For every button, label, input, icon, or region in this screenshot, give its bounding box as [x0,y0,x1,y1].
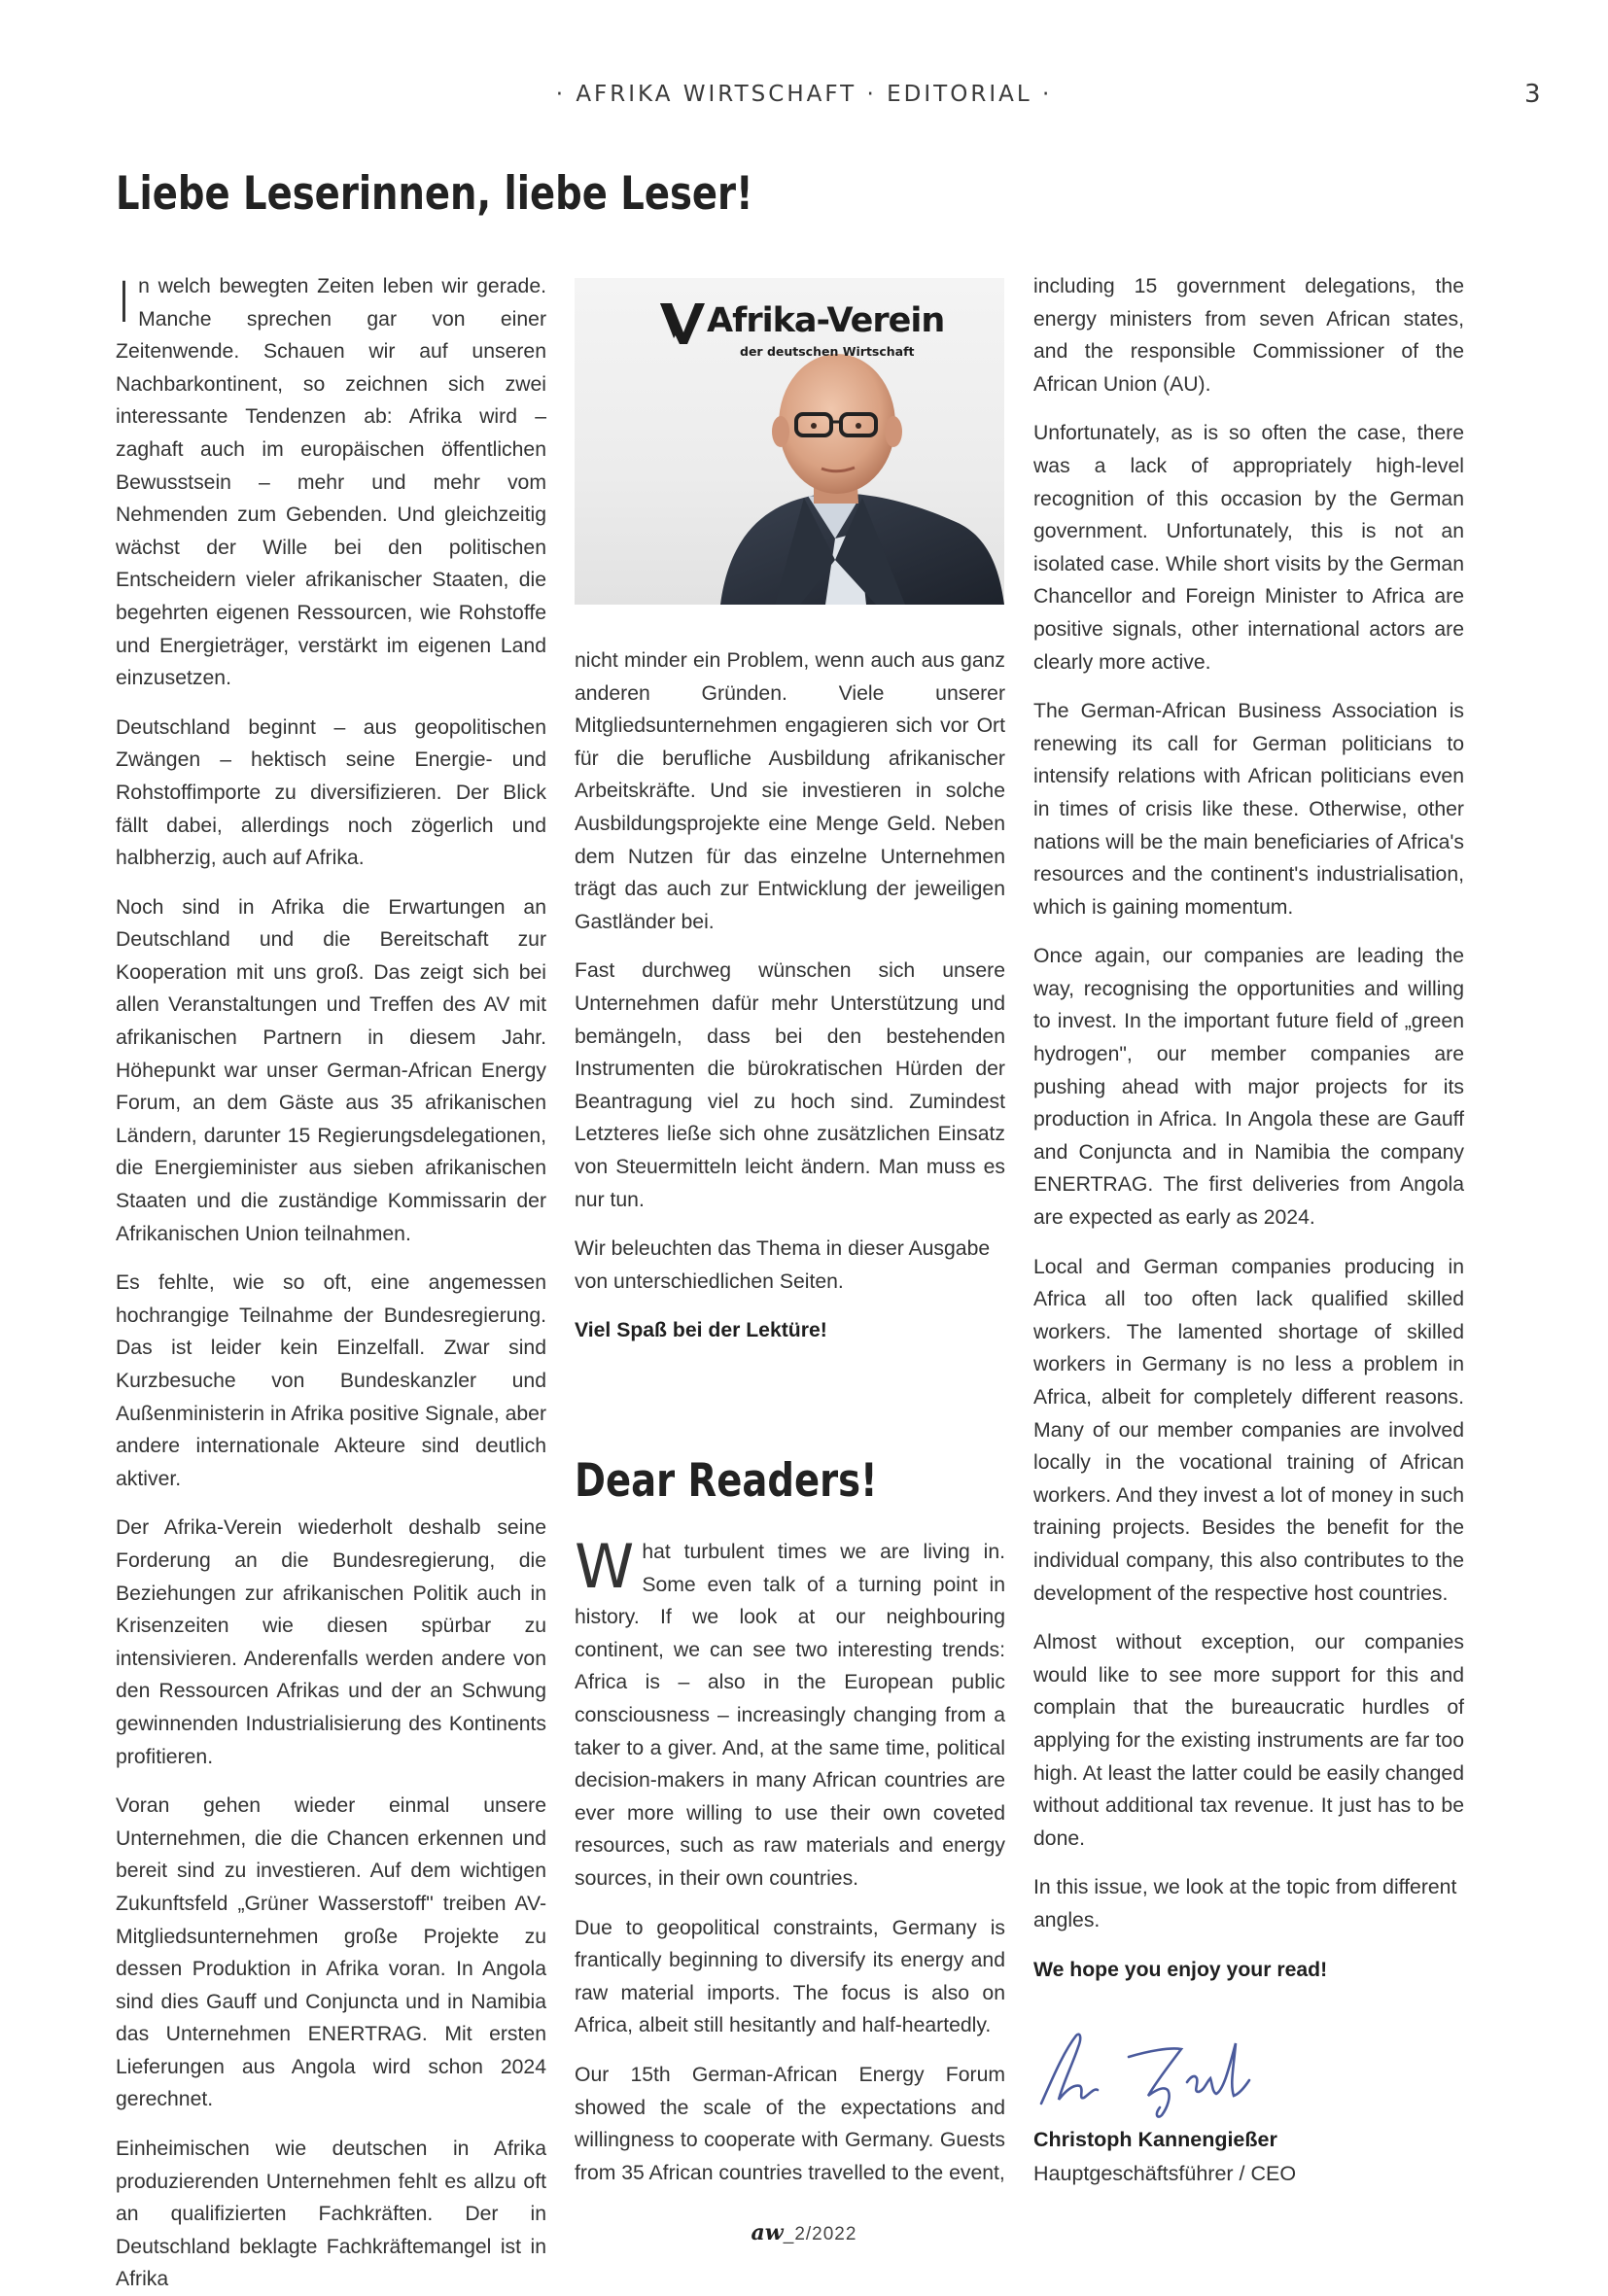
german-dropcap: I [116,269,133,335]
page-number: 3 [1524,80,1541,109]
english-paragraph-8: Almost without exception, our companies would like to see more support for this and complain that the bureaucratic hurdles of applying for the existing instruments are far too high. At least the latter could be easily changed without additional tax revenue. It just has to be done. [1033,1631,1464,1850]
german-paragraph-4: Es fehlte, wie so oft, eine angemessen hochrangige Teilnahme der Bundesregierung. Das ist leider kein Einzelfall. Zwar sind Kurzbesuche von Bundeskanzler und Außenministerin in Afrika positive Signale, aber andere internationale Akteure sind deutlich aktiver. [116,1271,546,1490]
english-paragraph-4: Unfortunately, as is so often the case, there was a lack of appropriately high-level recognition of this occasion by the German government. Unfortunately, this is not an isolated case. While short visits by the German Chancellor and Foreign Minister to Africa are positive signals, other international actors are clearly more active. [1033,422,1464,674]
german-paragraph-7-continued: nicht minder ein Problem, wenn auch aus ganz anderen Gründen. Viele unserer Mitgliedsunternehmen engagieren sich vor Ort für die berufliche Ausbildung afrikanischer Arbeitskräfte. Und sie investieren in solche Ausbildungsprojekte eine Menge Geld. Neben dem Nutzen für das einzelne Unternehmen trägt das auch zur Entwicklung der jeweiligen Gastländer bei. [575,649,1005,933]
german-paragraph-6: Voran gehen wieder einmal unsere Unternehmen, die die Chancen erkennen und bereit sind zu investieren. Auf dem wichtigen Zukunftsfeld „Grüner Wasserstoff" treiben AV-Mitgliedsunternehmen große Projekte zu dessen Produktion in Afrika voran. In Angola sind dies Gauff und Conjuncta und in Namibia das Unternehmen ENERTRAG. Mit ersten Lieferungen aus Angola wird schon 2024 gerechnet. [116,1794,546,2111]
logo-text: Afrika-Verein [707,301,945,340]
author-photo [575,278,1004,605]
english-paragraph-9: In this issue, we look at the topic from different angles. [1033,1876,1457,1931]
german-headline: Liebe Leserinnen, liebe Leser! [116,167,753,221]
german-paragraph-1 [116,270,546,695]
english-paragraph-2: Due to geopolitical constraints, Germany is frantically beginning to diversify its energy and raw material imports. The focus is also on Africa, albeit still hesitantly and half-heartedly. [575,1916,1005,2037]
afrika-verein-logo-icon [658,299,707,348]
english-paragraph-3: Our 15th German-African Energy Forum showed the scale of the expectations and willingness to cooperate with Germany. Guests from 35 African countries travelled to the event, [575,2063,1005,2184]
english-paragraph-1-text: hat turbulent times we are living in. Some even talk of a turning point in history. If we look at our neighbouring continent, we can see two interesting trends: Africa is – also in the European public consciousness – increasingly changing from a taker to a giver. And, at the same time, political decision-makers in many African countries are ever more willing to use their own coveted resources, such as raw materials and energy sources, in their own countries. [575,1541,1005,1890]
footer [0,2220,1608,2245]
signer-role: Hauptgeschäftsführer / CEO [1033,2162,1297,2185]
english-paragraph-3-continued: including 15 government delegations, the energy ministers from seven African states, and the responsible Commissioner of the African Union (AU). [1033,275,1464,396]
running-head: · AFRIKA WIRTSCHAFT · EDITORIAL · [555,82,1053,107]
german-paragraph-3: Noch sind in Afrika die Erwartungen an Deutschland und die Bereitschaft zur Kooperation mit uns groß. Das zeigt sich bei allen Veranstaltungen und Treffen des AV mit afrikanischen Partnern in diesem Jahr. Höhepunkt war unser German-African Energy Forum, an dem Gäste aus 35 afrikanischen Ländern, darunter 15 Regierungsdelegationen, die Energieminister aus sieben afrikanischen Staaten und die zuständige Kommissarin der Afrikanischen Union teilnahmen. [116,895,546,1245]
footer-issue: _2/2022 [783,2224,857,2244]
german-paragraph-8: Fast durchweg wünschen sich unsere Unternehmen dafür mehr Unterstützung und bemängeln, dass bei den bestehenden Instrumenten die bürokratischen Hürden der Beantragung viel zu hoch sind. Zumindest Letzteres ließe sich ohne zusätzlichen Einsatz von Steuermitteln leicht ändern. Man muss es nur tun. [575,959,1005,1211]
english-closing: We hope you enjoy your read! [1033,1958,1328,1981]
english-headline: Dear Readers! [575,1454,878,1508]
logo-subtext: der deutschen Wirtschaft [740,344,915,359]
german-column-2 [575,644,1005,1383]
footer-brand-logo: aw [751,2220,784,2245]
english-column-1 [575,1531,1005,2209]
german-column-1 [116,269,546,2291]
german-paragraph-7: Einheimischen wie deutschen in Afrika produzierenden Unternehmen fehlt es allzu oft an qualifizierten Fachkräften. Der in Deutschland beklagte Fachkräftemangel ist in Afrika [116,2138,546,2291]
german-closing: Viel Spaß bei der Lektüre! [575,1319,827,1342]
english-paragraph-6: Once again, our companies are leading the way, recognising the opportunities and willing to invest. In the important future field of „green hydrogen", our member companies are pushing ahead with major projects for its production in Africa. In Angola these are Gauff and Conjuncta and in Namibia the company ENERTRAG. The first deliveries from Angola are expected as early as 2024. [1033,945,1464,1230]
english-paragraph-5: The German-African Business Association is renewing its call for German politicians to intensify relations with African politicians even in times of crisis like these. Otherwise, other nations will be the main beneficiaries of Africa's resources and the continent's industrialisation, which is gaining momentum. [1033,700,1464,919]
german-paragraph-9: Wir beleuchten das Thema in dieser Ausgabe von unterschiedlichen Seiten. [575,1237,991,1293]
english-paragraph-7: Local and German companies producing in Africa all too often lack qualified skilled workers. The lamented shortage of skilled workers in Germany is no less a problem in Africa, albeit for completely different reasons. Many of our member companies are involved locally in the vocational training of African workers. And they invest a lot of money in such training projects. Besides the benefit for the individual company, this also contributes to the development of the respective host countries. [1033,1255,1464,1605]
signer-name: Christoph Kannengießer [1033,2128,1277,2151]
german-paragraph-5: Der Afrika-Verein wiederholt deshalb seine Forderung an die Bundesregierung, die Beziehungen zur afrikanischen Politik auch in Krisenzeiten wie diesen spürbar zu intensivieren. Anderenfalls werden andere von den Ressourcen Afrikas und der an Schwung gewinnenden Industrialisierung des Kontinents profitieren. [116,1516,546,1768]
german-paragraph-2: Deutschland beginnt – aus geopolitischen Zwängen – hektisch seine Energie- und Rohstoffimporte zu diversifizieren. Der Blick fällt dabei, allerdings noch zögerlich und halbherzig, auch auf Afrika. [116,715,546,870]
english-column-2 [1033,270,1464,2000]
german-paragraph-1-text: n welch bewegten Zeiten leben wir gerade. Manche sprechen gar von einer Zeitenwende. Schauen wir auf unseren Nachbarkontinent, so zeichnen sich zwei interessante Tendenzen ab: Afrika wird – zaghaft auch im europäischen öffentlichen Bewusstsein – mehr und mehr vom Nehmenden zum Gebenden. Und gleichzeitig wächst der Wille bei den politischen Entscheidern vieler afrikanischer Staaten, die begehrten eigenen Ressourcen, wie Rohstoffe und Energieträger, verstärkt im eigenen Land einzusetzen. [116,275,546,690]
afrika-verein-logo [658,299,945,367]
english-paragraph-1 [575,1531,1005,1896]
handwritten-signature [1033,2014,1286,2121]
english-dropcap: W [575,1531,635,1602]
